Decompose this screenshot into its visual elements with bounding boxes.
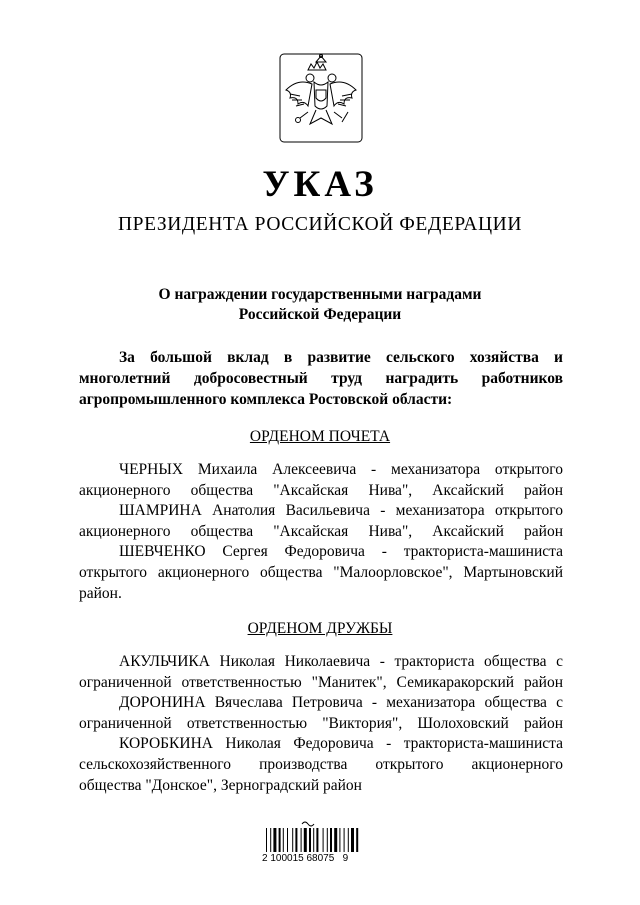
awardee-line: ЧЕРНЫХ Михаила Алексеевича - механизатора открытого — [119, 461, 563, 478]
awardee-line: акционерного общества "Аксайская Нива", Аксайский район — [79, 481, 563, 499]
barcode-bar — [304, 828, 307, 852]
barcode-bar — [309, 828, 311, 852]
awardee-line: район. — [79, 584, 122, 602]
barcode-bar — [273, 828, 276, 852]
barcode-bar — [266, 828, 267, 852]
decree-subtitle: ПРЕЗИДЕНТА РОССИЙСКОЙ ФЕДЕРАЦИИ — [117, 214, 523, 235]
awardee-line: общества "Донское", Зерноградский район — [79, 776, 362, 794]
section-title-order-of-honor: ОРДЕНОМ ПОЧЕТА — [249, 428, 391, 445]
barcode-bar — [339, 828, 340, 852]
barcode-number: 2 100015 68075 9 — [262, 853, 349, 864]
barcode-bar — [316, 828, 318, 852]
barcode-bar — [351, 828, 354, 852]
awardee-line: КОРОБКИНА Николая Федоровича - тракториста-машиниста — [119, 735, 563, 753]
barcode-bar — [356, 828, 358, 852]
barcode-bar — [287, 828, 288, 852]
awardee-line: ДОРОНИНА Вячеслава Петровича - механизатора общества с — [119, 694, 563, 712]
coat-of-arms-emblem — [278, 52, 364, 144]
barcode-bar — [323, 828, 324, 852]
awardee-line: АКУЛЬЧИКА Николая Николаевича - тракториста общества с — [119, 653, 563, 670]
awardee-line: сельскохозяйственного производства открытого акционерного — [79, 755, 563, 773]
decree-title: УКАЗ — [262, 164, 378, 205]
barcode-bar — [330, 828, 332, 852]
heading-line: Российской Федерации — [238, 306, 402, 323]
barcode-bar — [283, 828, 284, 852]
awardees-list-order-of-friendship — [79, 652, 563, 796]
barcode-bar — [344, 828, 345, 852]
barcode-bar — [301, 828, 302, 852]
intro-line: За большой вклад в развитие сельского хозяйства и — [119, 349, 563, 366]
awardee-line: ограниченной ответственностью "Манитек", Семикаракорский район — [79, 673, 563, 691]
awardee-line: акционерного общества "Аксайская Нива", Аксайский район — [79, 522, 563, 540]
awardee-line: ШЕВЧЕНКО Сергея Федоровича - тракториста-машиниста — [119, 543, 563, 561]
barcode-bar — [279, 828, 281, 852]
barcode-bar — [313, 828, 314, 852]
barcode-bar — [270, 828, 271, 852]
awardee-line: ШАМРИНА Анатолия Васильевича - механизатора открытого — [119, 502, 563, 520]
barcode-bar — [292, 828, 293, 852]
decree-heading — [0, 285, 640, 325]
awardees-list-order-of-honor — [79, 460, 563, 604]
awardee-line: ограниченной ответственностью "Виктория", Шолоховский район — [79, 714, 563, 732]
intro-paragraph — [79, 347, 563, 410]
section-title-order-of-friendship: ОРДЕНОМ ДРУЖБЫ — [247, 620, 393, 637]
intro-line: многолетний добросовестный труд наградить работников — [79, 370, 563, 387]
barcode-bar — [327, 828, 328, 852]
intro-line: агропромышленного комплекса Ростовской области: — [79, 391, 453, 408]
barcode-bar — [295, 828, 297, 852]
awardee-line: открытого акционерного общества "Малоорловское", Мартыновский — [79, 563, 563, 581]
barcode-bar — [334, 828, 337, 852]
barcode-bar — [348, 828, 349, 852]
heading-line: О награждении государственными наградами — [158, 286, 482, 303]
